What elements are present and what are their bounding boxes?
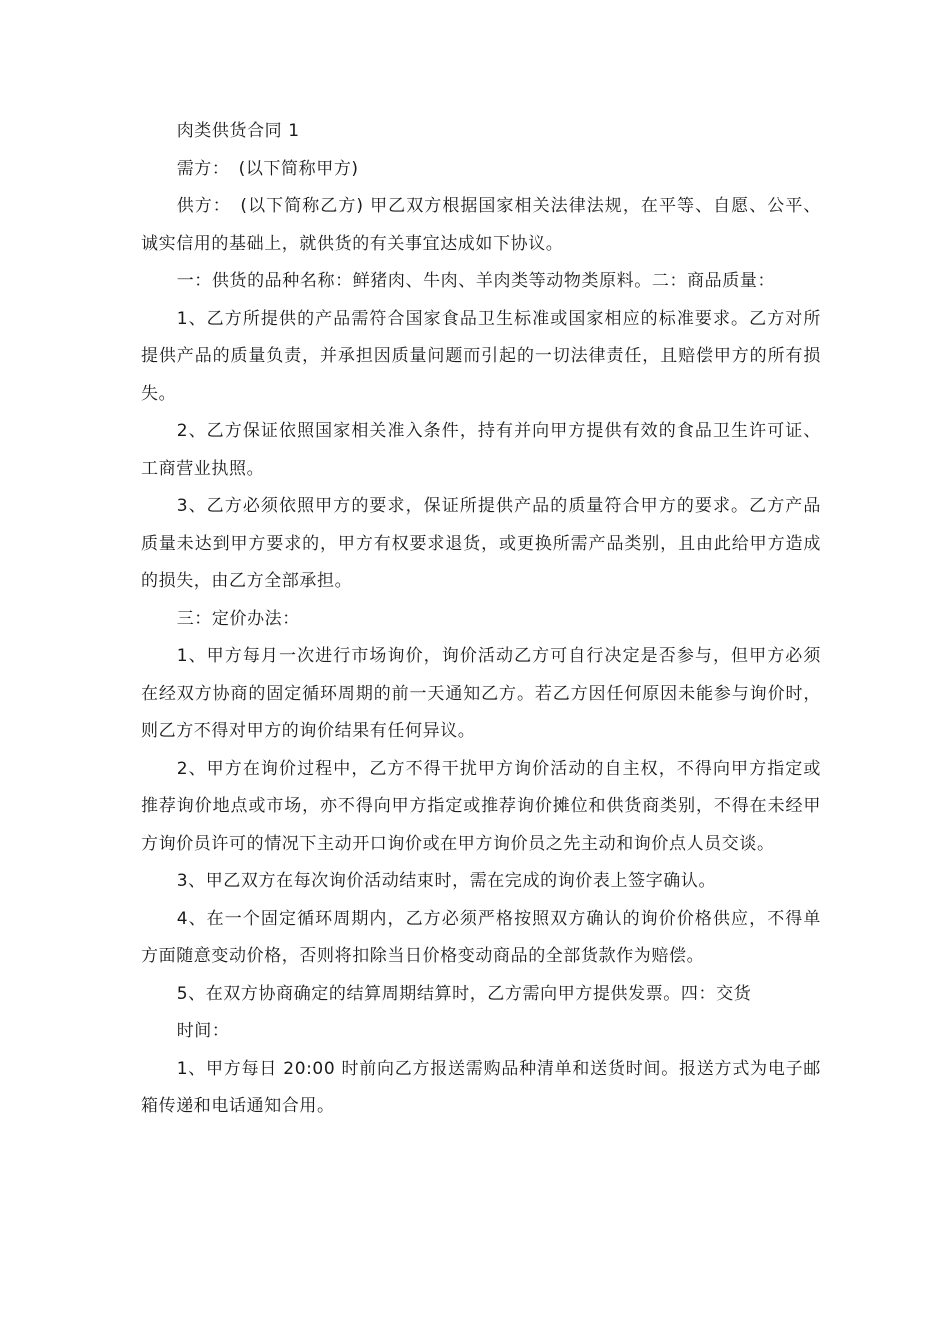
paragraph-demand-party: 需方： (以下简称甲方) [176, 158, 359, 179]
paragraph-delivery-time-heading: 时间： [176, 1021, 230, 1041]
paragraph-quality-3: 3、乙方必须依照甲方的要求，保证所提供产品的质量符合甲方的要求。乙方产品质量未达到甲方要求的，甲方有权要求退货，或更换所需产品类别，且由此给甲方造成的损失，由乙方全部承担。 [141, 496, 821, 591]
paragraph-pricing-1: 1、甲方每月一次进行市场询价，询价活动乙方可自行决定是否参与，但甲方必须在经双方协商的固定循环周期的前一天通知乙方。若乙方因任何原因未能参与询价时，则乙方不得对甲方的询价结果有任何异议。 [141, 646, 821, 741]
paragraph-section-3: 三：定价办法： [176, 608, 300, 629]
paragraph-section-1: 一：供货的品种名称：鲜猪肉、牛肉、羊肉类等动物类原料。二：商品质量： [176, 271, 776, 291]
paragraph-delivery-1: 1、甲方每日 20:00 时前向乙方报送需购品种清单和送货时间。报送方式为电子邮箱传递和电话通知合用。 [141, 1058, 821, 1116]
paragraph-pricing-3: 3、甲乙双方在每次询价活动结束时，需在完成的询价表上签字确认。 [176, 871, 717, 891]
document-title: 肉类供货合同 1 [176, 121, 300, 141]
paragraph-pricing-5: 5、在双方协商确定的结算周期结算时，乙方需向甲方提供发票。四：交货 [176, 983, 752, 1004]
paragraph-quality-2: 2、乙方保证依照国家相关准入条件，持有并向甲方提供有效的食品卫生许可证、工商营业执照。 [141, 421, 821, 479]
document-body [141, 113, 821, 1126]
paragraph-pricing-4: 4、在一个固定循环周期内，乙方必须严格按照双方确认的询价价格供应，不得单方面随意变动价格，否则将扣除当日价格变动商品的全部货款作为赔偿。 [141, 908, 821, 966]
paragraph-quality-1: 1、乙方所提供的产品需符合国家食品卫生标准或国家相应的标准要求。乙方对所提供产品的质量负责，并承担因质量问题而引起的一切法律责任，且赔偿甲方的所有损失。 [141, 308, 821, 404]
paragraph-pricing-2: 2、甲方在询价过程中，乙方不得干扰甲方询价活动的自主权，不得向甲方指定或推荐询价地点或市场，亦不得向甲方指定或推荐询价摊位和供货商类别，不得在未经甲方询价员许可的情况下主动开口询价或在甲方询价员之先主动和询价点人员交谈。 [141, 758, 821, 854]
paragraph-supply-party: 供方： (以下简称乙方) 甲乙双方根据国家相关法律法规，在平等、自愿、公平、诚实信用的基础上，就供货的有关事宜达成如下协议。 [141, 196, 821, 254]
